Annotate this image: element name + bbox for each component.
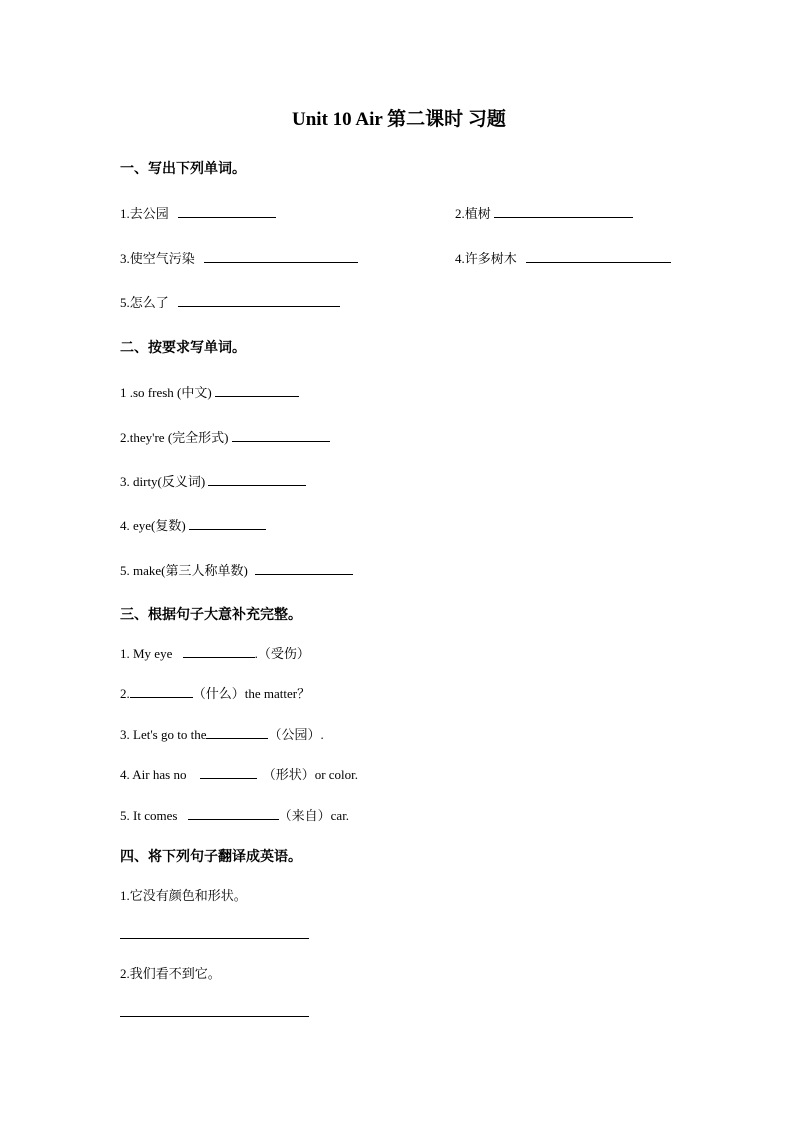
question-label: 5. make(第三人称单数) (120, 563, 248, 578)
translation-prompt-2: 2.我们看不到它。 (120, 966, 221, 981)
question-3-5 (120, 805, 349, 824)
question-text-before: 1. My eye (120, 646, 173, 661)
answer-blank[interactable] (232, 428, 330, 442)
answer-blank[interactable] (208, 472, 306, 486)
answer-blank[interactable] (130, 684, 193, 698)
question-text-after: （什么）the matter？ (192, 686, 311, 701)
page-title: Unit 10 Air 第二课时 习题 (292, 109, 506, 130)
question-3-1 (120, 643, 310, 662)
question-text-after: （形状）or color. (262, 767, 359, 782)
question-3-3 (120, 724, 324, 743)
question-label: 3.使空气污染 (120, 251, 195, 266)
question-text-before: 3. Let's go to the (120, 727, 207, 742)
section-1-heading: 一、写出下列单词。 (120, 162, 246, 177)
question-1-3 (120, 248, 358, 267)
question-1-5 (120, 292, 340, 311)
question-2-3 (120, 471, 306, 490)
question-label: 2.they're (完全形式) (120, 430, 229, 445)
answer-blank[interactable] (188, 806, 279, 820)
question-label: 1 .so fresh (中文) (120, 385, 212, 400)
translation-answer-line-1[interactable] (120, 938, 309, 939)
answer-blank[interactable] (255, 561, 353, 575)
question-2-5 (120, 560, 353, 579)
answer-blank[interactable] (204, 249, 358, 263)
question-label: 2.植树 (455, 206, 491, 221)
question-text-after: （公园）. (268, 727, 324, 742)
question-2-1 (120, 382, 299, 401)
question-label: 3. dirty(反义词) (120, 474, 206, 489)
answer-blank[interactable] (526, 249, 671, 263)
answer-blank[interactable] (189, 516, 266, 530)
answer-blank[interactable] (178, 293, 340, 307)
question-text-before: 2. (120, 686, 130, 701)
question-text-after: .（受伤） (254, 646, 310, 661)
section-4-heading: 四、将下列句子翻译成英语。 (120, 850, 302, 865)
question-label: 4. eye(复数) (120, 518, 186, 533)
question-1-4 (455, 248, 671, 267)
answer-blank[interactable] (215, 383, 299, 397)
question-2-2 (120, 427, 330, 446)
answer-blank[interactable] (200, 765, 257, 779)
question-3-4 (120, 764, 358, 783)
question-1-2 (455, 203, 633, 222)
translation-answer-line-2[interactable] (120, 1016, 309, 1017)
question-label: 1.去公园 (120, 206, 169, 221)
answer-blank[interactable] (178, 204, 276, 218)
translation-prompt-1: 1.它没有颜色和形状。 (120, 888, 247, 903)
section-2-heading: 二、按要求写单词。 (120, 341, 246, 356)
question-label: 5.怎么了 (120, 295, 169, 310)
question-label: 4.许多树木 (455, 251, 517, 266)
question-text-before: 5. It comes (120, 808, 178, 823)
question-text-before: 4. Air has no (120, 767, 187, 782)
answer-blank[interactable] (183, 644, 255, 658)
answer-blank[interactable] (206, 725, 268, 739)
question-2-4 (120, 515, 266, 534)
question-3-2 (120, 683, 310, 702)
answer-blank[interactable] (494, 204, 633, 218)
section-3-heading: 三、根据句子大意补充完整。 (120, 608, 302, 623)
question-1-1 (120, 203, 276, 222)
question-text-after: （来自）car. (278, 808, 350, 823)
